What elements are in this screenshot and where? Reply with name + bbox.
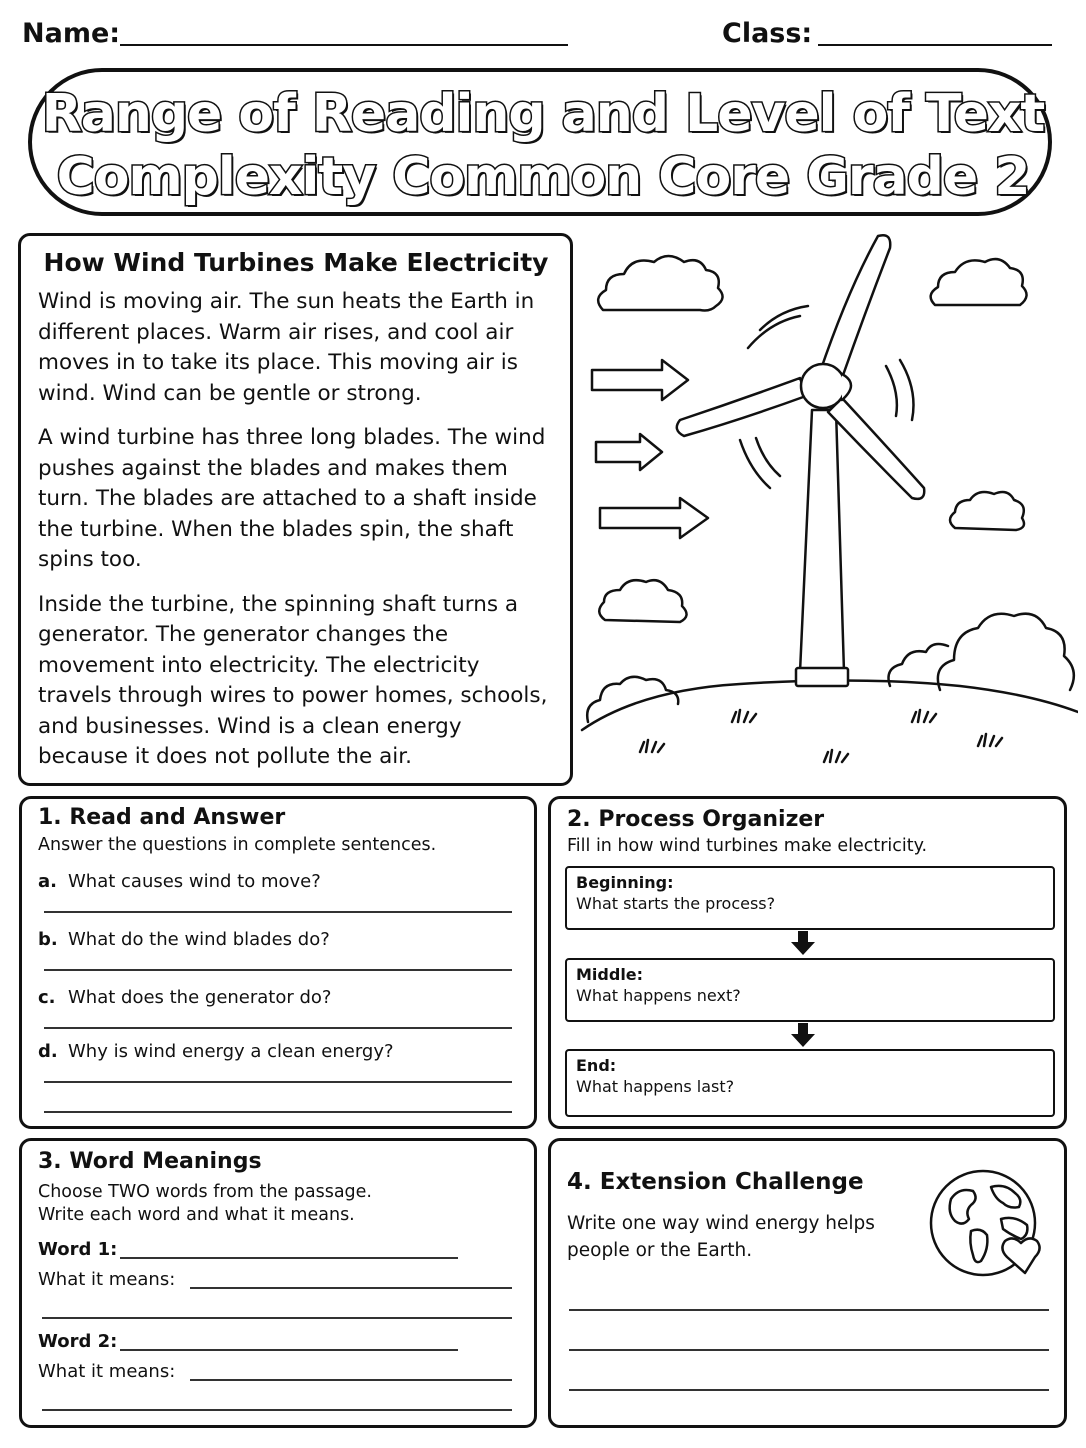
step-prompt: What happens next? xyxy=(576,986,741,1005)
section-title: 2. Process Organizer xyxy=(567,807,825,832)
answer-line[interactable] xyxy=(44,1111,512,1113)
cloud-icon xyxy=(599,580,686,622)
meaning1-label: What it means: xyxy=(38,1269,176,1290)
turbine-tower xyxy=(800,410,844,672)
answer-line[interactable] xyxy=(44,911,512,913)
organizer-end-box[interactable] xyxy=(565,1049,1055,1117)
bush-icon xyxy=(938,614,1074,690)
prompt-line1: Write one way wind energy helps xyxy=(567,1213,875,1234)
process-organizer-section xyxy=(548,796,1067,1129)
wind-arrow-icon xyxy=(600,498,708,538)
read-and-answer-section xyxy=(19,796,537,1129)
answer-line[interactable] xyxy=(569,1349,1049,1351)
meaning1-field-line2[interactable] xyxy=(42,1317,512,1319)
reading-passage xyxy=(18,233,573,786)
cloud-icon xyxy=(931,259,1027,305)
section-title: 4. Extension Challenge xyxy=(567,1169,864,1195)
bush-icon xyxy=(587,677,678,722)
cloud-icon xyxy=(950,492,1024,530)
question-c: c. What does the generator do? xyxy=(38,987,332,1008)
word1-label: Word 1: xyxy=(38,1239,118,1260)
passage-paragraph: Wind is moving air. The sun heats the Earth in different places. Warm air rises, and cool air moves in to take its place. This moving air is wind. Wind can be gentle or strong. xyxy=(38,289,535,406)
answer-line[interactable] xyxy=(44,1027,512,1029)
page-title-line1: Range of Reading and Level of Text xyxy=(41,84,1045,144)
page-title-line2: Complexity Common Core Grade 2 xyxy=(56,147,1030,207)
answer-line[interactable] xyxy=(569,1309,1049,1311)
question-a: a. What causes wind to move? xyxy=(38,871,321,892)
turbine-blade xyxy=(820,235,890,378)
passage-paragraph: A wind turbine has three long blades. The wind pushes against the blades and makes them turn. The blades are attached to a shaft inside the turbine. When the blades spin, the shaft spins too. xyxy=(38,425,546,572)
passage-title: How Wind Turbines Make Electricity xyxy=(43,248,549,277)
section-instructions: Answer the questions in complete sentences. xyxy=(38,835,437,855)
arrow-down-icon xyxy=(790,930,816,956)
class-field[interactable] xyxy=(818,44,1052,46)
meaning1-field[interactable] xyxy=(190,1287,512,1289)
class-label: Class: xyxy=(722,18,813,49)
wind-turbine-illustration xyxy=(578,228,1078,788)
name-label: Name: xyxy=(22,18,121,49)
step-label: Beginning: xyxy=(576,873,674,892)
turbine-blade xyxy=(828,398,924,499)
cloud-icon xyxy=(598,256,722,311)
wind-arrow-icon xyxy=(596,434,662,470)
word2-label: Word 2: xyxy=(38,1331,118,1352)
section-instructions: Write each word and what it means. xyxy=(38,1205,355,1225)
arrow-down-icon xyxy=(790,1022,816,1048)
section-title: 3. Word Meanings xyxy=(38,1149,262,1174)
word-meanings-section xyxy=(19,1138,537,1428)
earth-heart-icon xyxy=(929,1169,1053,1289)
section-title: 1. Read and Answer xyxy=(38,805,286,830)
question-b: b. What do the wind blades do? xyxy=(38,929,330,950)
meaning2-field[interactable] xyxy=(190,1379,512,1381)
passage-paragraph: Inside the turbine, the spinning shaft turns a generator. The generator changes the movement into electricity. The electricity travels through wires to power homes, schools, and businesses. Wind is a clean energy because it does not pollute the air. xyxy=(38,591,548,769)
wind-arrow-icon xyxy=(592,360,688,400)
step-label: Middle: xyxy=(576,965,644,984)
meaning2-field-line2[interactable] xyxy=(42,1409,512,1411)
turbine-blade xyxy=(677,378,806,436)
section-instructions: Fill in how wind turbines make electricity. xyxy=(567,836,928,856)
step-prompt: What happens last? xyxy=(576,1077,735,1096)
answer-line[interactable] xyxy=(44,1081,512,1083)
prompt-line2: people or the Earth. xyxy=(567,1240,753,1261)
organizer-beginning-box[interactable] xyxy=(565,866,1055,930)
step-prompt: What starts the process? xyxy=(576,894,776,913)
step-label: End: xyxy=(576,1056,617,1075)
word2-field[interactable] xyxy=(120,1349,458,1351)
name-field[interactable] xyxy=(120,44,568,46)
extension-challenge-section xyxy=(548,1138,1067,1428)
word1-field[interactable] xyxy=(120,1257,458,1259)
organizer-middle-box[interactable] xyxy=(565,958,1055,1022)
meaning2-label: What it means: xyxy=(38,1361,176,1382)
answer-line[interactable] xyxy=(569,1389,1049,1391)
answer-line[interactable] xyxy=(44,969,512,971)
section-instructions: Choose TWO words from the passage. xyxy=(38,1182,372,1202)
question-d: d. Why is wind energy a clean energy? xyxy=(38,1041,394,1062)
